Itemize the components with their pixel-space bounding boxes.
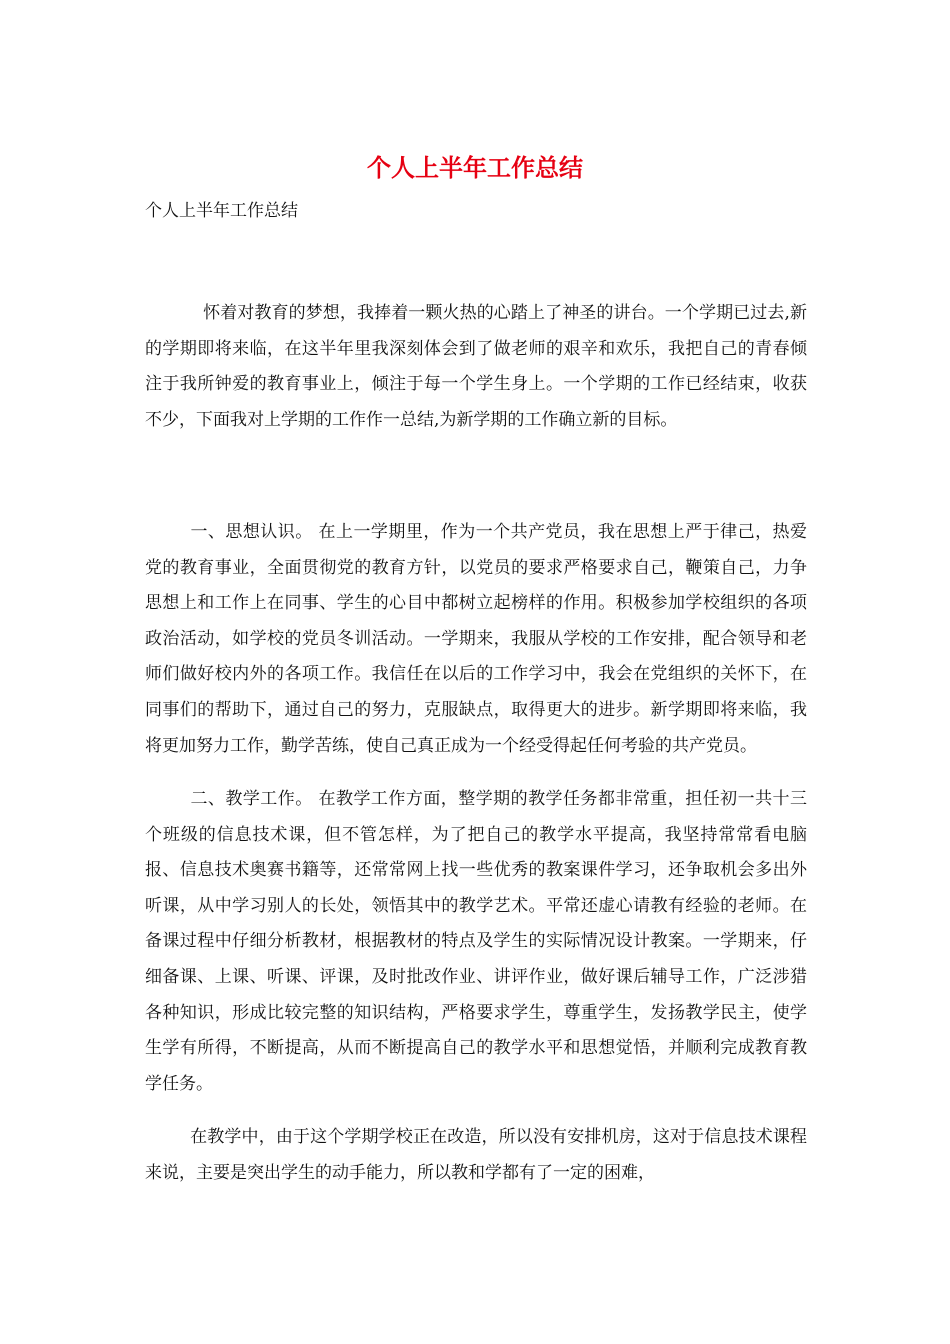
paragraph-intro [145, 296, 807, 438]
paragraph-ideology-text: 一、思想认识。 在上一学期里，作为一个共产党员，我在思想上严于律己，热爱党的教育事业，全面贯彻党的教育方针，以党员的要求严格要求自己，鞭策自己，力争思想上和工作上在同事、学生的心目中都树立起榜样的作用。积极参加学校组织的各项政治活动，如学校的党员冬训活动。一学期来，我服从学校的工作安排，配合领导和老师们做好校内外的各项工作。我信任在以后的工作学习中，我会在党组织的关怀下，在同事们的帮助下，通过自己的努力，克服缺点，取得更大的进步。新学期即将来临，我将更加努力工作，勤学苦练，使自己真正成为一个经受得起任何考验的共产党员。 [145, 522, 807, 756]
paragraph-teaching [145, 782, 807, 1102]
paragraph-teaching-text: 二、教学工作。 在教学工作方面，整学期的教学任务都非常重，担任初一共十三个班级的信息技术课，但不管怎样，为了把自己的教学水平提高，我坚持常常看电脑报、信息技术奥赛书籍等，还常常网上找一些优秀的教案课件学习，还争取机会多出外听课，从中学习别人的长处，领悟其中的教学艺术。平常还虚心请教有经验的老师。在备课过程中仔细分析教材，根据教材的特点及学生的实际情况设计教案。一学期来，仔细备课、上课、听课、评课，及时批改作业、讲评作业，做好课后辅导工作，广泛涉猎各种知识，形成比较完整的知识结构，严格要求学生，尊重学生，发扬教学民主，使学生学有所得，不断提高，从而不断提高自己的教学水平和思想觉悟，并顺利完成教育教学任务。 [145, 789, 807, 1094]
paragraph-classroom [145, 1120, 807, 1191]
paragraph-ideology [145, 515, 807, 764]
paragraph-intro-text: 怀着对教育的梦想，我捧着一颗火热的心踏上了神圣的讲台。一个学期已过去,新的学期即将来临，在这半年里我深刻体会到了做老师的艰辛和欢乐，我把自己的青春倾注于我所钟爱的教育事业上，倾注于每一个学生身上。一个学期的工作已经结束，收获不少，下面我对上学期的工作作一总结,为新学期的工作确立新的目标。 [145, 303, 807, 430]
document-subtitle: 个人上半年工作总结 [145, 201, 298, 221]
paragraph-classroom-text: 在教学中，由于这个学期学校正在改造，所以没有安排机房，这对于信息技术课程来说，主要是突出学生的动手能力，所以教和学都有了一定的困难， [145, 1127, 807, 1183]
document-title: 个人上半年工作总结 [367, 153, 583, 182]
